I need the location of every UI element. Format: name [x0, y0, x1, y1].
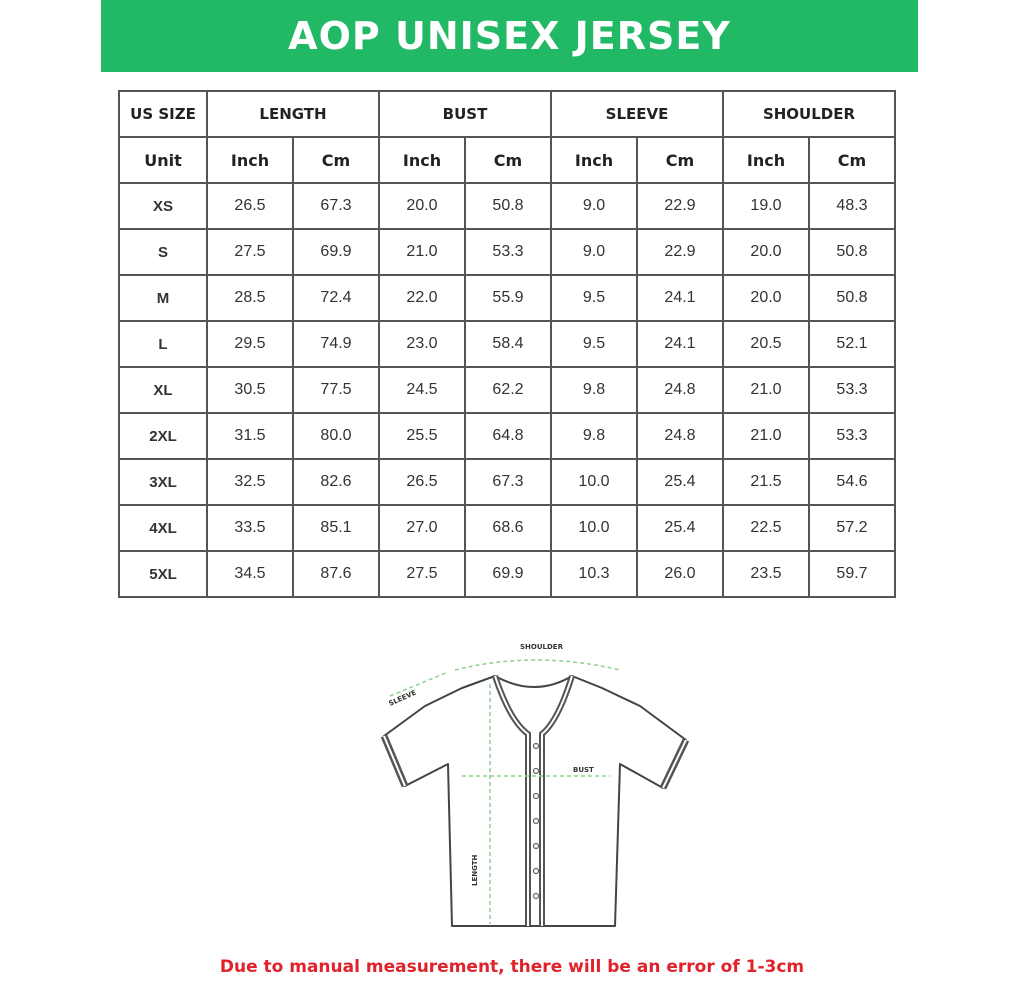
measurement-cell: 21.0 [723, 367, 809, 413]
size-cell: XL [119, 367, 207, 413]
jersey-measurement-diagram [370, 636, 700, 946]
size-cell: 5XL [119, 551, 207, 597]
table-row [119, 551, 895, 597]
measurement-cell: 21.0 [723, 413, 809, 459]
measurement-cell: 82.6 [293, 459, 379, 505]
size-chart-table [118, 90, 896, 598]
size-cell: L [119, 321, 207, 367]
header-sleeve: SLEEVE [551, 91, 723, 137]
measurement-cell: 53.3 [465, 229, 551, 275]
diagram-label-length: LENGTH [471, 854, 479, 886]
page-title: AOP UNISEX JERSEY [288, 14, 731, 58]
measurement-cell: 26.0 [637, 551, 723, 597]
measurement-cell: 9.5 [551, 321, 637, 367]
measurement-cell: 22.9 [637, 183, 723, 229]
measurement-cell: 48.3 [809, 183, 895, 229]
unit-label: Unit [119, 137, 207, 183]
table-row [119, 321, 895, 367]
measurement-cell: 29.5 [207, 321, 293, 367]
measurement-cell: 23.5 [723, 551, 809, 597]
size-cell: S [119, 229, 207, 275]
measurement-cell: 19.0 [723, 183, 809, 229]
measurement-cell: 50.8 [465, 183, 551, 229]
measurement-cell: 9.8 [551, 367, 637, 413]
header-row [119, 91, 895, 137]
size-cell: XS [119, 183, 207, 229]
sleeve-measure-line [390, 672, 448, 696]
measurement-cell: 57.2 [809, 505, 895, 551]
measurement-cell: 25.4 [637, 459, 723, 505]
diagram-label-shoulder: SHOULDER [520, 643, 563, 651]
measurement-cell: 69.9 [465, 551, 551, 597]
measurement-cell: 28.5 [207, 275, 293, 321]
size-cell: M [119, 275, 207, 321]
measurement-cell: 20.0 [723, 275, 809, 321]
header-shoulder: SHOULDER [723, 91, 895, 137]
measurement-cell: 62.2 [465, 367, 551, 413]
measurement-cell: 33.5 [207, 505, 293, 551]
measurement-cell: 31.5 [207, 413, 293, 459]
measurement-cell: 9.8 [551, 413, 637, 459]
measurement-cell: 67.3 [293, 183, 379, 229]
measurement-note: Due to manual measurement, there will be an error of 1-3cm [219, 957, 805, 977]
measurement-cell: 26.5 [379, 459, 465, 505]
table-row [119, 367, 895, 413]
measurement-cell: 10.0 [551, 505, 637, 551]
measurement-cell: 53.3 [809, 367, 895, 413]
measurement-cell: 9.0 [551, 183, 637, 229]
measurement-cell: 85.1 [293, 505, 379, 551]
table-row [119, 183, 895, 229]
measurement-cell: 80.0 [293, 413, 379, 459]
measurement-cell: 69.9 [293, 229, 379, 275]
measurement-cell: 27.0 [379, 505, 465, 551]
measurement-cell: 64.8 [465, 413, 551, 459]
unit-cell: Inch [379, 137, 465, 183]
unit-cell: Inch [723, 137, 809, 183]
header-bust: BUST [379, 91, 551, 137]
measurement-cell: 22.5 [723, 505, 809, 551]
measurement-cell: 20.5 [723, 321, 809, 367]
measurement-cell: 27.5 [379, 551, 465, 597]
measurement-cell: 68.6 [465, 505, 551, 551]
measurement-cell: 27.5 [207, 229, 293, 275]
measurement-cell: 59.7 [809, 551, 895, 597]
measurement-cell: 23.0 [379, 321, 465, 367]
measurement-cell: 9.5 [551, 275, 637, 321]
title-banner [101, 0, 918, 72]
unit-cell: Cm [809, 137, 895, 183]
measurement-cell: 21.0 [379, 229, 465, 275]
table-row [119, 275, 895, 321]
measurement-cell: 54.6 [809, 459, 895, 505]
measurement-cell: 24.5 [379, 367, 465, 413]
size-rows [119, 183, 895, 597]
measurement-cell: 25.5 [379, 413, 465, 459]
measurement-cell: 26.5 [207, 183, 293, 229]
size-cell: 3XL [119, 459, 207, 505]
diagram-label-sleeve: SLEEVE [387, 688, 418, 708]
unit-cell: Cm [465, 137, 551, 183]
measurement-cell: 50.8 [809, 229, 895, 275]
measurement-cell: 24.8 [637, 367, 723, 413]
unit-cell: Inch [207, 137, 293, 183]
measurement-cell: 50.8 [809, 275, 895, 321]
measurement-cell: 20.0 [723, 229, 809, 275]
unit-cell: Cm [293, 137, 379, 183]
measurement-cell: 67.3 [465, 459, 551, 505]
table-row [119, 505, 895, 551]
measurement-cell: 52.1 [809, 321, 895, 367]
measurement-cell: 58.4 [465, 321, 551, 367]
measurement-cell: 72.4 [293, 275, 379, 321]
unit-cell: Inch [551, 137, 637, 183]
measurement-cell: 10.3 [551, 551, 637, 597]
size-cell: 2XL [119, 413, 207, 459]
table-row [119, 229, 895, 275]
header-length: LENGTH [207, 91, 379, 137]
table-row [119, 459, 895, 505]
table-row [119, 413, 895, 459]
measurement-cell: 25.4 [637, 505, 723, 551]
size-cell: 4XL [119, 505, 207, 551]
measurement-cell: 34.5 [207, 551, 293, 597]
diagram-label-bust: BUST [573, 766, 594, 774]
measurement-cell: 55.9 [465, 275, 551, 321]
measurement-cell: 77.5 [293, 367, 379, 413]
measurement-cell: 9.0 [551, 229, 637, 275]
unit-row [119, 137, 895, 183]
measurement-cell: 20.0 [379, 183, 465, 229]
measurement-cell: 22.9 [637, 229, 723, 275]
measurement-cell: 30.5 [207, 367, 293, 413]
measurement-cell: 53.3 [809, 413, 895, 459]
measurement-cell: 87.6 [293, 551, 379, 597]
measurement-cell: 24.8 [637, 413, 723, 459]
measurement-cell: 32.5 [207, 459, 293, 505]
unit-cell: Cm [637, 137, 723, 183]
measurement-cell: 24.1 [637, 275, 723, 321]
shoulder-measure-line [455, 660, 620, 670]
measurement-cell: 24.1 [637, 321, 723, 367]
jersey-outline [384, 676, 686, 926]
measurement-cell: 10.0 [551, 459, 637, 505]
measurement-cell: 21.5 [723, 459, 809, 505]
measurement-cell: 74.9 [293, 321, 379, 367]
header-us-size: US SIZE [119, 91, 207, 137]
measurement-cell: 22.0 [379, 275, 465, 321]
